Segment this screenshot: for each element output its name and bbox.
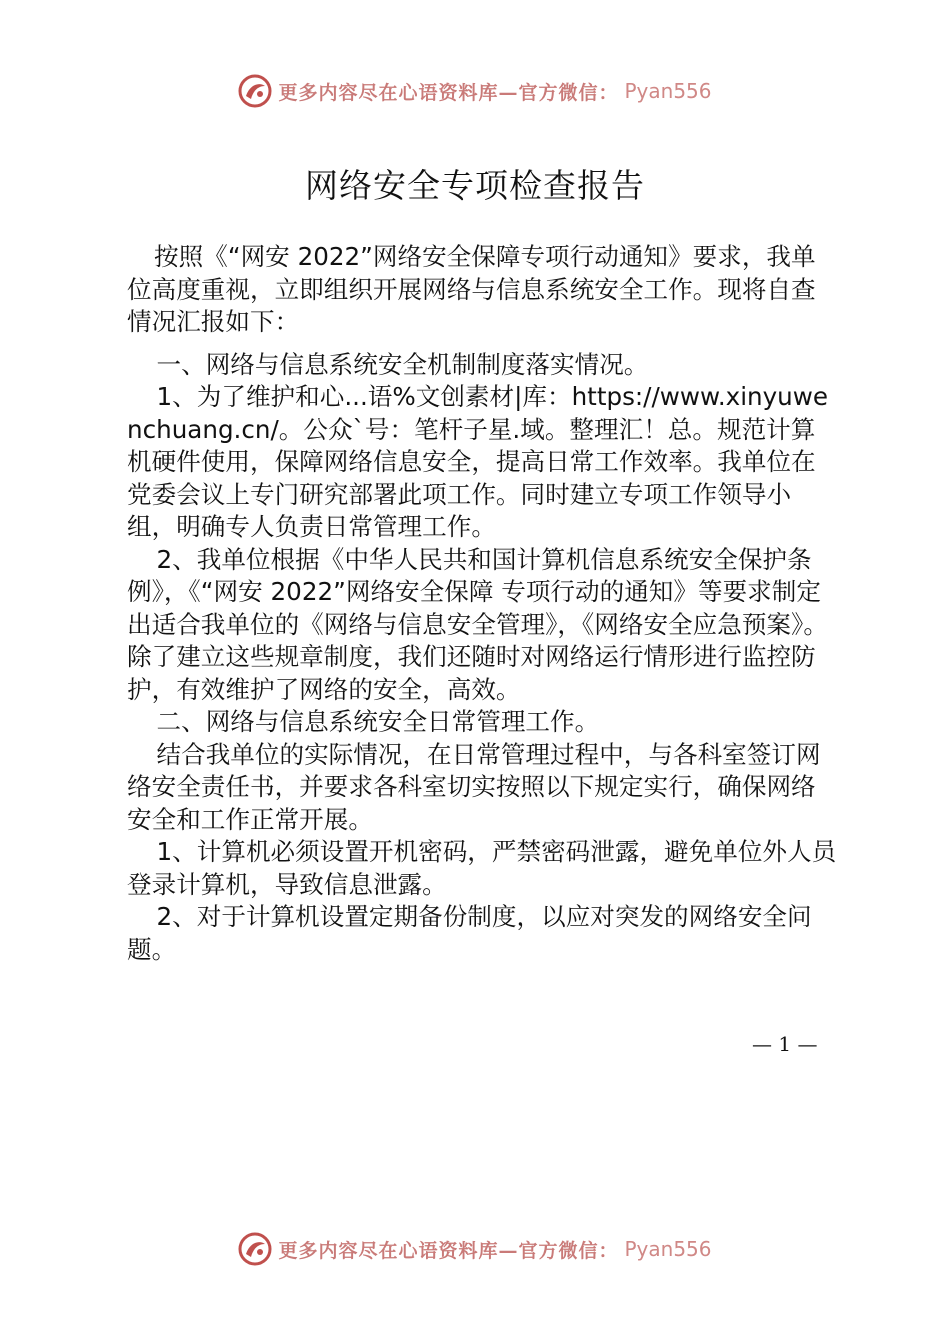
watermark-banner-bottom bbox=[0, 1232, 950, 1266]
brand-logo-icon bbox=[238, 74, 272, 108]
banner-wechat-id: Pyan556 bbox=[624, 1237, 712, 1261]
document-body bbox=[127, 241, 839, 966]
section-heading-2: 二、网络与信息系统安全日常管理工作。 bbox=[156, 707, 600, 736]
section-heading-1: 一、网络与信息系统安全机制制度落实情况。 bbox=[156, 349, 649, 379]
banner-text: 更多内容尽在心语资料库—官方微信： bbox=[278, 1239, 619, 1262]
body-paragraph: 2、对于计算机设置定期备份制度，以应对突发的网络安全问题。 bbox=[127, 902, 812, 964]
banner-text: 更多内容尽在心语资料库—官方微信： bbox=[278, 81, 619, 104]
body-paragraph: 结合我单位的实际情况，在日常管理过程中，与各科室签订网络安全责任书，并要求各科室切实按照以下规定实行，确保网络安全和工作正常开展。 bbox=[127, 739, 821, 834]
watermark-banner-top bbox=[0, 74, 950, 108]
body-paragraph: 1、计算机必须设置开机密码，严禁密码泄露，避免单位外人员登录计算机，导致信息泄露。 bbox=[127, 837, 837, 899]
page-number: — 1 — bbox=[752, 1032, 818, 1056]
brand-logo-icon bbox=[238, 1232, 272, 1266]
banner-wechat-id: Pyan556 bbox=[624, 79, 712, 103]
body-paragraph: 2、我单位根据《中华人民共和国计算机信息系统安全保护条例》，《“网安 2022”网络安全保障 专项行动的通知》等要求制定出适合我单位的《网络与信息安全管理》，《网络安全应急预案》。除了建立这些规章制度，我们还随时对网络运行情形进行监控防护，有效维护了网络的安全，高效。 bbox=[127, 544, 828, 704]
document-title: 网络安全专项检查报告 bbox=[305, 166, 645, 205]
body-paragraph: 1、为了维护和心...语%文创素材|库：https://www.xinyuwenchuang.cn/。公众`号：笔杆子星.域。整理汇！总。规范计算机硬件使用，保障网络信息安全，提高日常工作效率。我单位在党委会议上专门研究部署此项工作。同时建立专项工作领导小组，明确专人负责日常管理工作。 bbox=[127, 382, 829, 541]
intro-paragraph: 按照《“网安 2022”网络安全保障专项行动通知》要求，我单位高度重视，立即组织开展网络与信息系统安全工作。现将自查情况汇报如下： bbox=[127, 242, 816, 336]
